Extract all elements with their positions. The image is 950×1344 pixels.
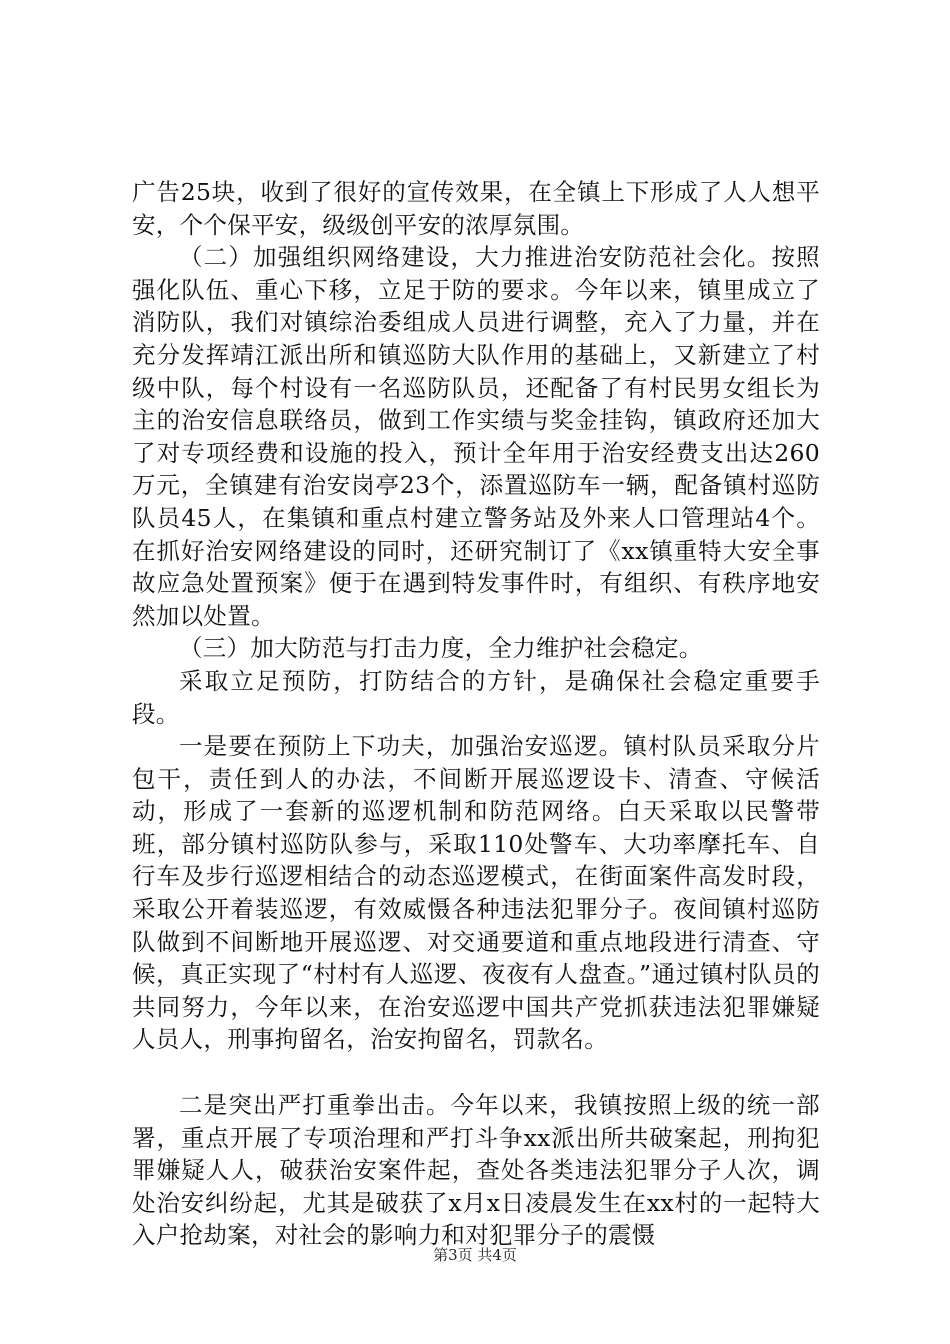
paragraph-section-three-heading: （三）加大防范与打击力度，全力维护社会稳定。 — [179, 634, 703, 663]
page-footer: 第3页 共4页 — [433, 1246, 517, 1264]
paragraph-patrol: 一是要在预防上下功夫，加强治安巡逻。镇村队员采取分片包干，责任到人的办法，不间断开展巡逻设卡、清查、守候活动，形成了一套新的巡逻机制和防范网络。白天采取以民警带班，部分镇村巡防队参与，采取110处警车、大功率摩托车、自行车及步行巡逻相结合的动态巡逻模式，在街面案件高发时段，采取公开着装巡逻，有效威慑各种违法犯罪分子。夜间镇村巡防队做到不间断地开展巡逻、对交通要道和重点地段进行清查、守候，真正实现了“村村有人巡逻、夜夜有人盘查。”通过镇村队员的共同努力，今年以来，在治安巡逻中国共产党抓获违法犯罪嫌疑人员人，刑事拘留名，治安拘留名，罚款名。 — [132, 732, 820, 1054]
paragraph-section-two-network: （二）加强组织网络建设，大力推进治安防范社会化。按照强化队伍、重心下移，立足于防的要求。今年以来，镇里成立了消防队，我们对镇综治委组成人员进行调整，充入了力量，并在充分发挥靖江派出所和镇巡防大队作用的基础上，又新建立了村级中队，每个村设有一名巡防队员，还配备了有村民男女组长为主的治安信息联络员，做到工作实绩与奖金挂钩，镇政府还加大了对专项经费和设施的投入，预计全年用于治安经费支出达260万元，全镇建有治安岗亭23个，添置巡防车一辆，配备镇村巡防队员45人，在集镇和重点村建立警务站及外来人口管理站4个。在抓好治安网络建设的同时，还研究制订了《xx镇重特大安全事故应急处置预案》便于在遇到特发事件时，有组织、有秩序地安然加以处置。 — [132, 243, 820, 630]
paragraph-strike-hard: 二是突出严打重拳出击。今年以来，我镇按照上级的统一部署，重点开展了专项治理和严打斗争xx派出所共破案起，刑拘犯罪嫌疑人人，破获治安案件起，查处各类违法犯罪分子人次，调处治安纠纷起，尤其是破获了x月x日凌晨发生在xx村的一起特大入户抢劫案，对社会的影响力和对犯罪分子的震慑 — [132, 1091, 820, 1250]
paragraph-prevention-policy: 采取立足预防，打防结合的方针，是确保社会稳定重要手段。 — [132, 666, 820, 728]
paragraph-continued-publicity: 广告25块，收到了很好的宣传效果，在全镇上下形成了人人想平安，个个保平安，级级创平安的浓厚氛围。 — [132, 178, 820, 239]
document-body — [132, 176, 820, 1252]
